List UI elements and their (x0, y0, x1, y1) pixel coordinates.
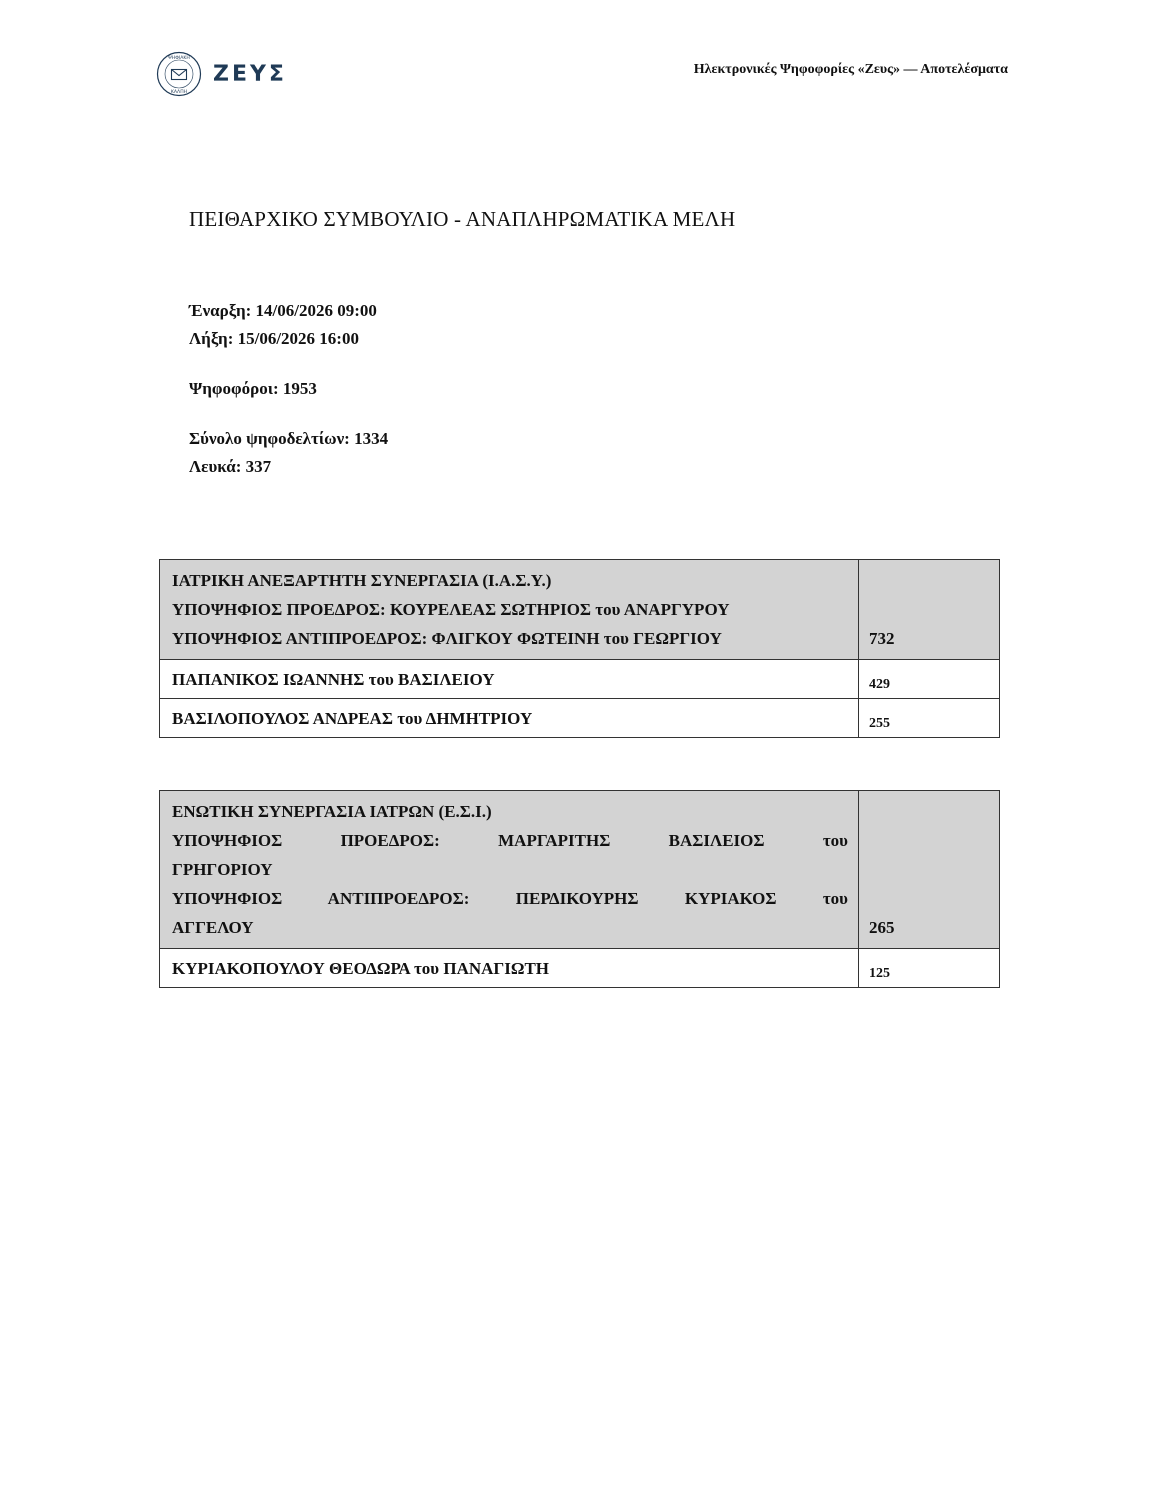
party-results-table (159, 790, 1000, 988)
logo-text: ΖΕΥΣ (213, 61, 287, 87)
start-time: Έναρξη: 14/06/2026 09:00 (189, 301, 377, 320)
voters-count: Ψηφοφόροι: 1953 (189, 379, 317, 398)
party-info (160, 560, 859, 660)
candidate-row (160, 660, 1000, 699)
election-title: ΠΕΙΘΑΡΧΙΚΟ ΣΥΜΒΟΥΛΙΟ - ΑΝΑΠΛΗΡΩΜΑΤΙΚΑ ΜΕΛΗ (189, 207, 736, 231)
party-name: ΕΝΩΤΙΚΗ ΣΥΝΕΡΓΑΣΙΑ ΙΑΤΡΩΝ (Ε.Σ.Ι.) (172, 802, 492, 821)
party-president: ΥΠΟΨΗΦΙΟΣ ΠΡΟΕΔΡΟΣ: ΚΟΥΡΕΛΕΑΣ ΣΩΤΗΡΙΟΣ του ΑΝΑΡΓΥΡΟΥ (172, 600, 730, 619)
page-header (0, 0, 1159, 110)
party-name: ΙΑΤΡΙΚΗ ΑΝΕΞΑΡΤΗΤΗ ΣΥΝΕΡΓΑΣΙΑ (Ι.Α.Σ.Υ.) (172, 571, 552, 590)
candidate-votes: 255 (859, 699, 1000, 738)
party-president: ΥΠΟΨΗΦΙΟΣ ΠΡΟΕΔΡΟΣ: ΜΑΡΓΑΡΙΤΗΣ ΒΑΣΙΛΕΙΟΣ του (172, 831, 848, 850)
seal-bottom-text: ΚΑΛΠΗ (170, 90, 188, 95)
header-title: Ηλεκτρονικές Ψηφοφορίες «Ζευς» — Αποτελέσματα (693, 62, 1008, 77)
ballot-seal-icon (156, 51, 202, 97)
party-row (160, 560, 1000, 660)
election-meta (189, 297, 388, 481)
total-ballots: Σύνολο ψηφοδελτίων: 1334 (189, 429, 389, 448)
blank-ballots: Λευκά: 337 (189, 457, 272, 476)
candidate-name: ΒΑΣΙΛΟΠΟΥΛΟΣ ΑΝΔΡΕΑΣ του ΔΗΜΗΤΡΙΟΥ (160, 699, 859, 738)
candidate-name: ΚΥΡΙΑΚΟΠΟΥΛΟΥ ΘΕΟΔΩΡΑ του ΠΑΝΑΓΙΩΤΗ (160, 949, 859, 988)
candidate-row (160, 699, 1000, 738)
candidate-name: ΠΑΠΑΝΙΚΟΣ ΙΩΑΝΝΗΣ του ΒΑΣΙΛΕΙΟΥ (160, 660, 859, 699)
party-results-table (159, 559, 1000, 738)
party-vice-president: ΥΠΟΨΗΦΙΟΣ ΑΝΤΙΠΡΟΕΔΡΟΣ: ΠΕΡΔΙΚΟΥΡΗΣ ΚΥΡΙΑΚΟΣ του (172, 889, 848, 908)
candidate-votes: 429 (859, 660, 1000, 699)
party-votes: 265 (859, 791, 1000, 949)
party-vice-president-continued: ΑΓΓΕΛΟΥ (172, 918, 254, 937)
party-info (160, 791, 859, 949)
candidate-row (160, 949, 1000, 988)
zeus-logo (156, 51, 287, 97)
seal-top-text: ΨΗΦΙΑΚΗ (168, 55, 190, 61)
party-president-continued: ΓΡΗΓΟΡΙΟΥ (172, 860, 273, 879)
party-votes: 732 (859, 560, 1000, 660)
candidate-votes: 125 (859, 949, 1000, 988)
party-vice-president: ΥΠΟΨΗΦΙΟΣ ΑΝΤΙΠΡΟΕΔΡΟΣ: ΦΛΙΓΚΟΥ ΦΩΤΕΙΝΗ του ΓΕΩΡΓΙΟΥ (172, 629, 722, 648)
end-time: Λήξη: 15/06/2026 16:00 (189, 329, 359, 348)
party-row (160, 791, 1000, 949)
